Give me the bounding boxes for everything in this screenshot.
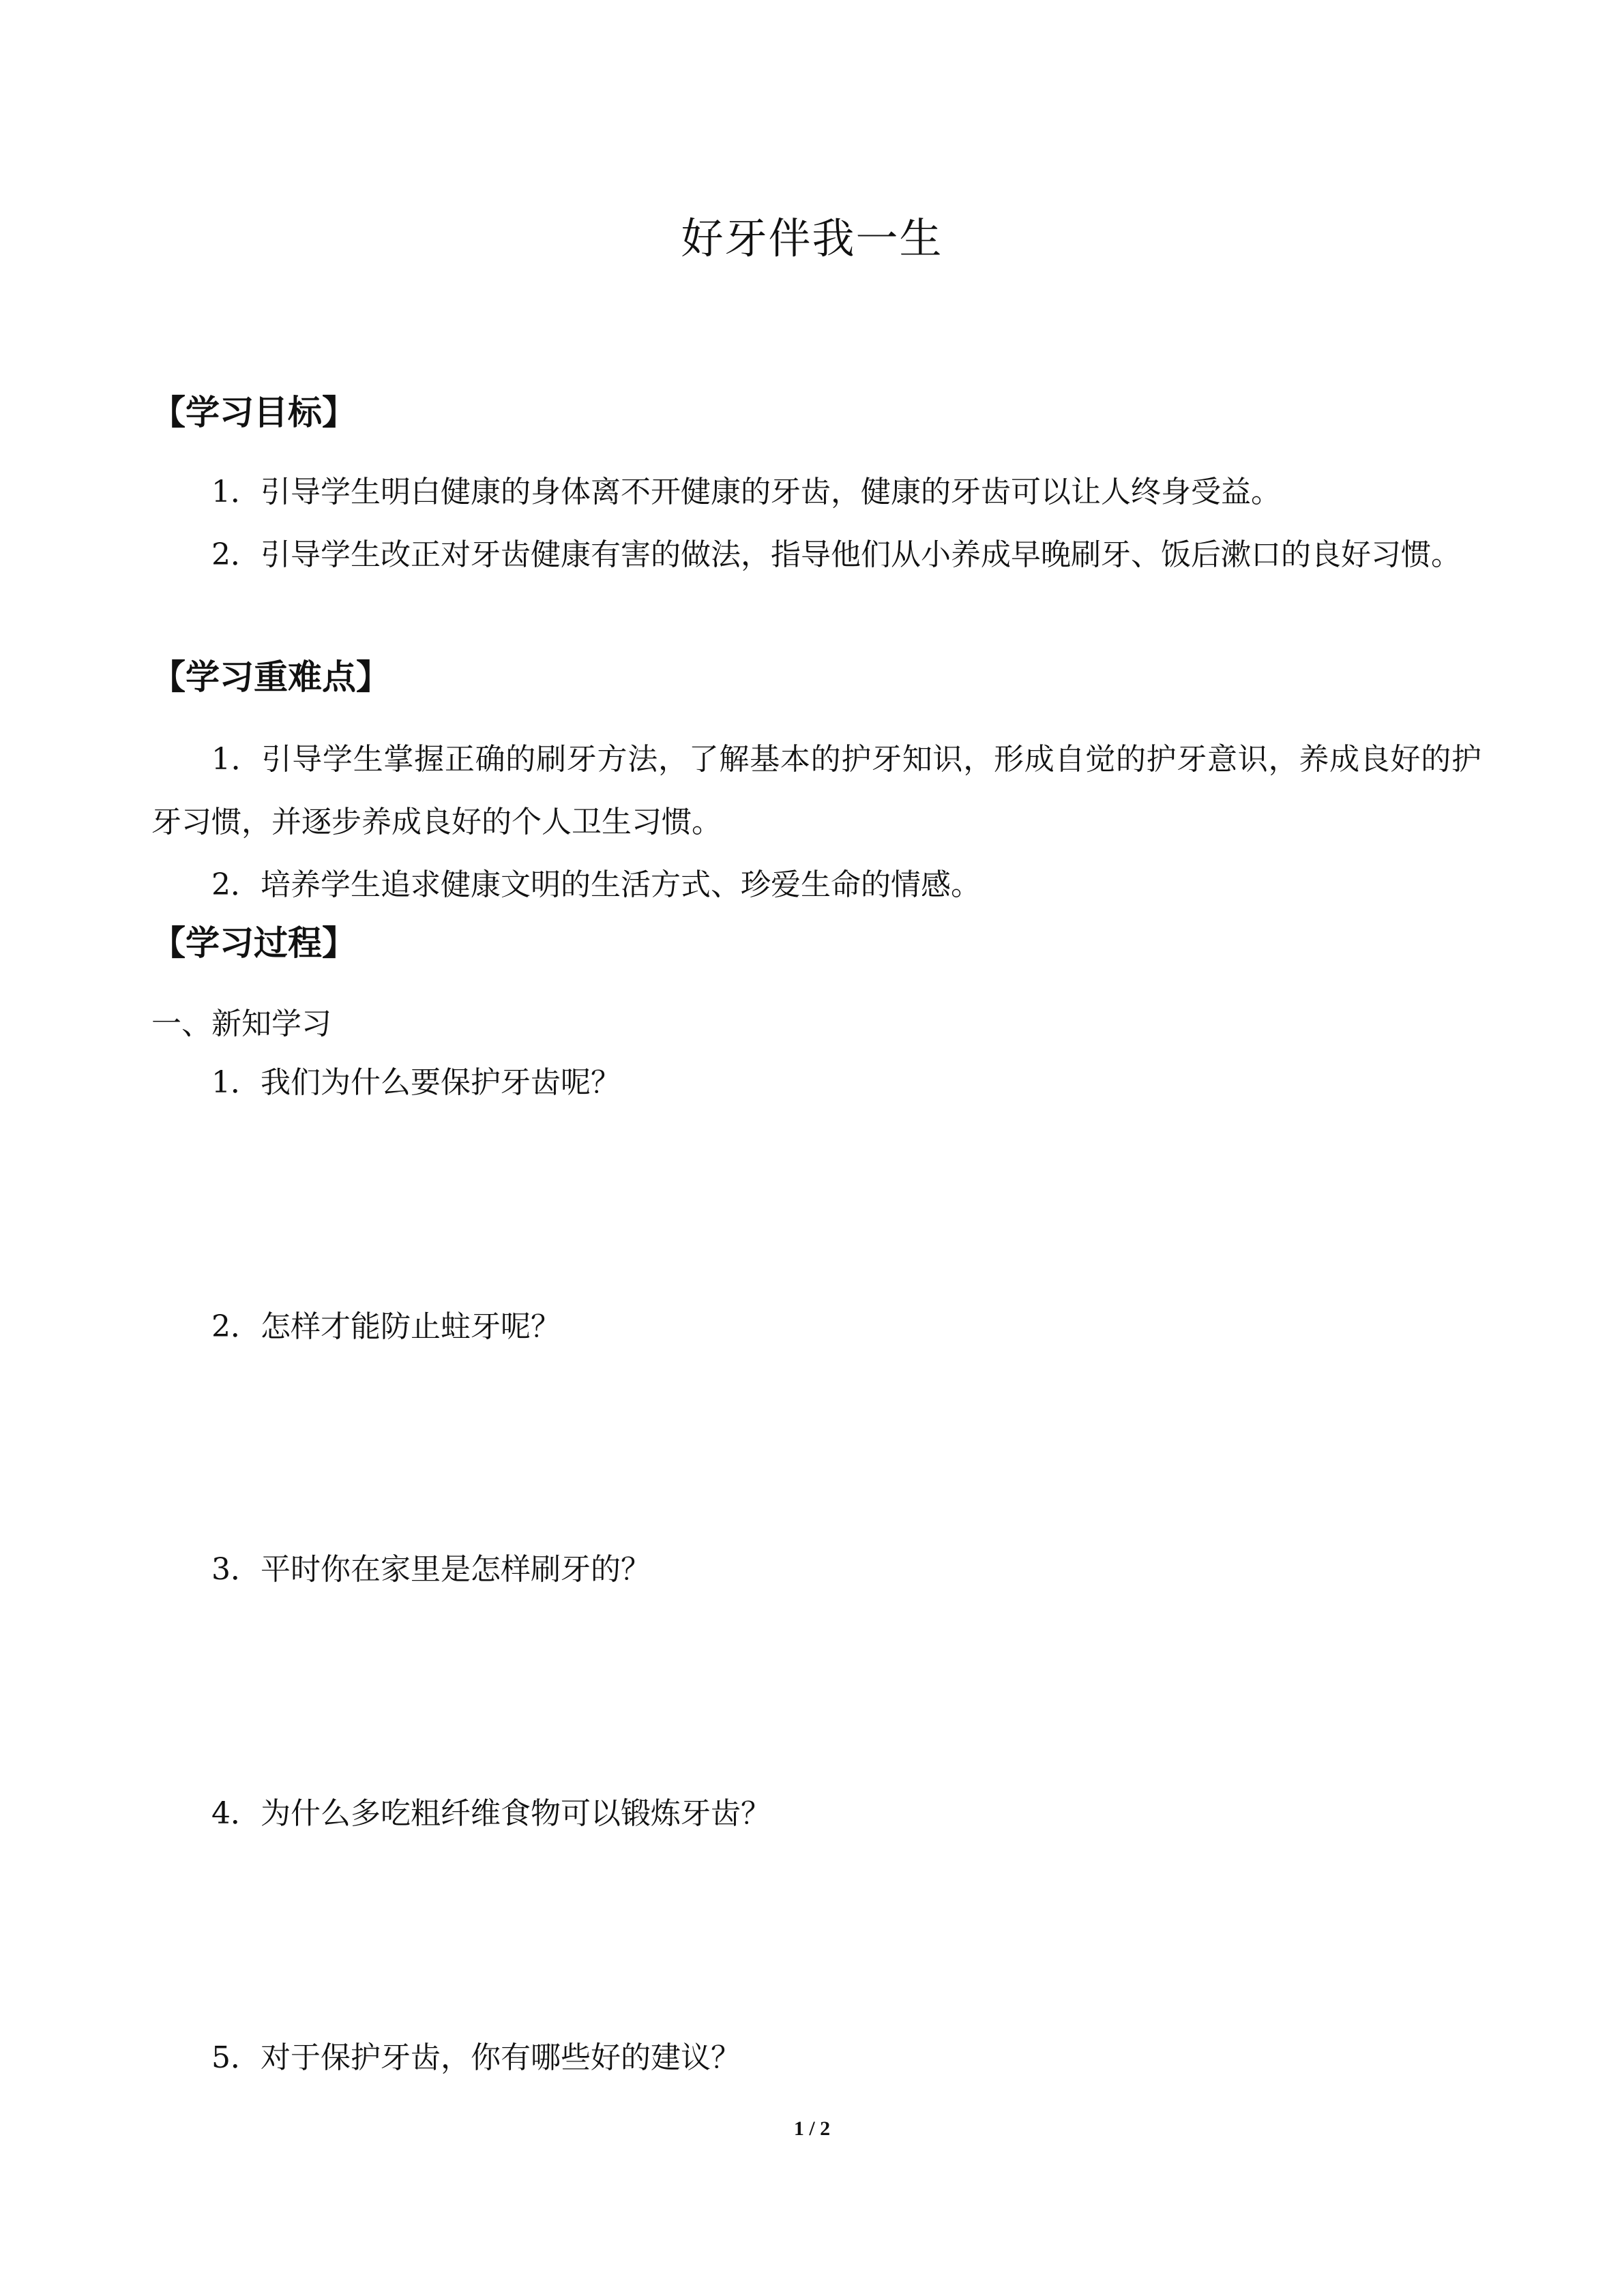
goal-item-1: 1．引导学生明白健康的身体离不开健康的牙齿，健康的牙齿可以让人终身受益。 [211,475,1281,509]
question-4: 4．为什么多吃粗纤维食物可以锻炼牙齿？ [211,1796,771,1831]
question-5: 5．对于保护牙齿，你有哪些好的建议？ [211,2040,741,2075]
question-3: 3．平时你在家里是怎样刷牙的？ [211,1552,651,1587]
question-1: 1．我们为什么要保护牙齿呢？ [211,1065,621,1100]
key-point-item-1: 1．引导学生掌握正确的刷牙方法，了解基本的护牙知识，形成自觉的护牙意识，养成良好的护牙习惯，并逐步养成良好的个人卫生习惯。 [151,742,1481,839]
subheading-new-knowledge: 一、新知学习 [151,1007,331,1041]
key-point-item-2: 2．培养学生追求健康文明的生活方式、珍爱生命的情感。 [211,867,981,902]
heading-key-points: 【学习重难点】 [151,657,390,697]
document-title: 好牙伴我一生 [681,213,943,263]
page-number: 1 / 2 [793,2117,831,2140]
heading-learning-process: 【学习过程】 [151,923,356,963]
heading-learning-goals: 【学习目标】 [151,393,356,432]
goal-item-2: 2．引导学生改正对牙齿健康有害的做法，指导他们从小养成早晚刷牙、饭后漱口的良好习惯。 [211,537,1461,572]
question-2: 2．怎样才能防止蛀牙呢？ [211,1309,561,1344]
